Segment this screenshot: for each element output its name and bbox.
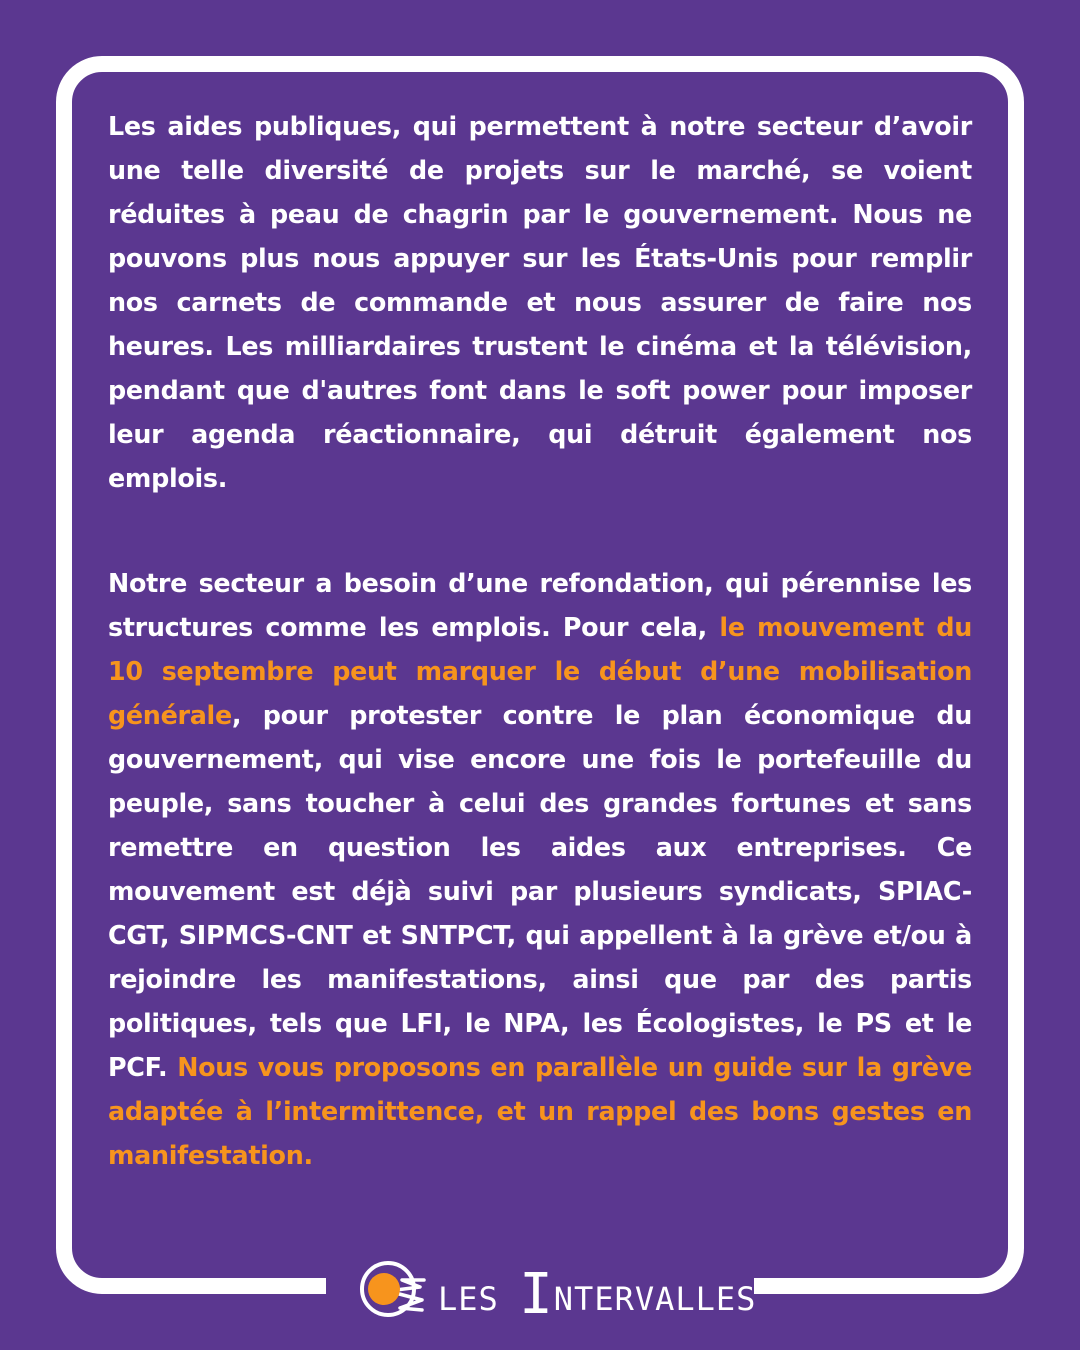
highlight-mobilisation: le mouvement du 10 septembre peut marquer le début d’une mobilisation générale	[108, 612, 972, 730]
paragraph-2-part-1: Notre secteur a besoin d’une refondation, qui pérennise les structures comme les emplois. Pour cela,	[108, 568, 972, 642]
text-body	[108, 104, 972, 1177]
logo-word-les: LES	[438, 1280, 499, 1318]
logo-initial-i: I	[519, 1262, 554, 1327]
highlight-guide: Nous vous proposons en parallèle un guide sur la grève adaptée à l’intermittence, et un rappel des bons gestes en manifestation.	[108, 1052, 973, 1170]
paragraph-2-part-2: , pour protester contre le plan économique du gouvernement, qui vise encore une fois le portefeuille du peuple, sans toucher à celui des grandes fortunes et sans remettre en question les aides aux entreprises. Ce mouvement est déjà suivi par plusieurs syndicats, SPIAC-CGT, SIPMCS-CNT et SNTPCT, qui appellent à la grève et/ou à rejoindre les manifestations, ainsi que par des partis politiques, tels que LFI, le NPA, les Écologistes, le PS et le PCF.	[108, 700, 972, 1082]
logo-word-ntervalles: NTERVALLES	[553, 1280, 757, 1318]
logo-wordmark	[438, 1262, 756, 1329]
comet-icon	[326, 1256, 438, 1332]
paragraph-2	[108, 561, 972, 1177]
logo-les-intervalles	[326, 1256, 757, 1332]
paragraph-1: Les aides publiques, qui permettent à notre secteur d’avoir une telle diversité de projets sur le marché, se voient réduites à peau de chagrin par le gouvernement. Nous ne pouvons plus nous appuyer sur les États-Unis pour remplir nos carnets de commande et nous assurer de faire nos heures. Les milliardaires trustent le cinéma et la télévision, pendant que d'autres font dans le soft power pour imposer leur agenda réactionnaire, qui détruit également nos emplois.	[108, 111, 972, 493]
